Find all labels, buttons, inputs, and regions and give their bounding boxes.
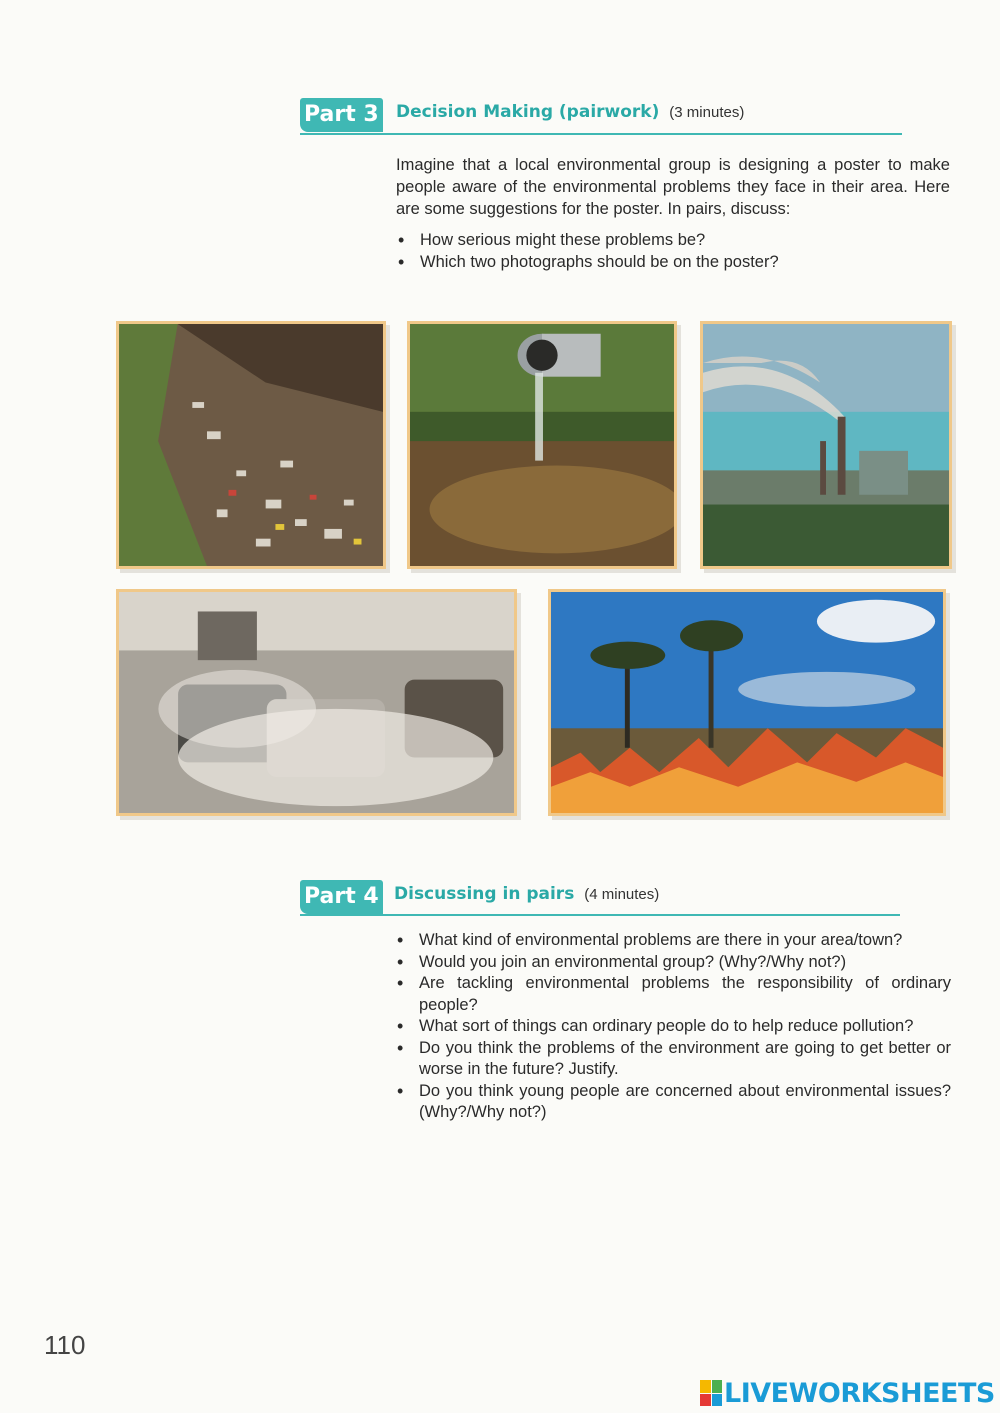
page-number: 110 [44,1330,86,1360]
part3-title-text: Decision Making (pairwork) [396,102,660,122]
part3-header [300,98,905,138]
part4-duration: (4 minutes) [584,886,660,903]
part4-badge: Part 4 [300,880,383,914]
part4-rule [300,914,900,916]
part4-header [300,880,905,920]
part4-bullets [395,930,951,1124]
part3-rule [300,133,902,135]
part3-duration: (3 minutes) [669,104,745,121]
list-item: • How serious might these problems be? [396,230,950,252]
list-item: • Are tackling environmental problems the responsibility of ordinary people? [395,973,951,1016]
list-item: • What kind of environmental problems are there in your area/town? [395,930,951,952]
part4-title-text: Discussing in pairs [394,884,575,904]
list-item: • Which two photographs should be on the poster? [396,252,950,274]
list-item: • Do you think the problems of the environment are going to get better or worse in the future? Justify. [395,1038,951,1081]
part3-title [396,102,744,122]
part3-badge: Part 3 [300,98,383,132]
brand-grid-icon [700,1380,722,1406]
list-item: • What sort of things can ordinary people do to help reduce pollution? [395,1016,951,1038]
factory-smoke-photo [700,321,952,569]
part3-bullets [396,230,950,273]
part3-intro: Imagine that a local environmental group is designing a poster to make people aware of the environmental problems they face in their area. Here are some suggestions for the poster. In pairs, discuss: [396,156,950,218]
bush-fire-photo [548,589,946,816]
part4-title [394,884,659,904]
car-exhaust-photo [116,589,517,816]
list-item: • Would you join an environmental group? (Why?/Why not?) [395,952,951,974]
list-item: • Do you think young people are concerned about environmental issues? (Why?/Why not?) [395,1081,951,1124]
litter-photo [116,321,386,569]
brand-logo [700,1378,995,1408]
sewage-pipe-photo [407,321,677,569]
brand-text: LIVEWORKSHEETS [724,1377,995,1409]
